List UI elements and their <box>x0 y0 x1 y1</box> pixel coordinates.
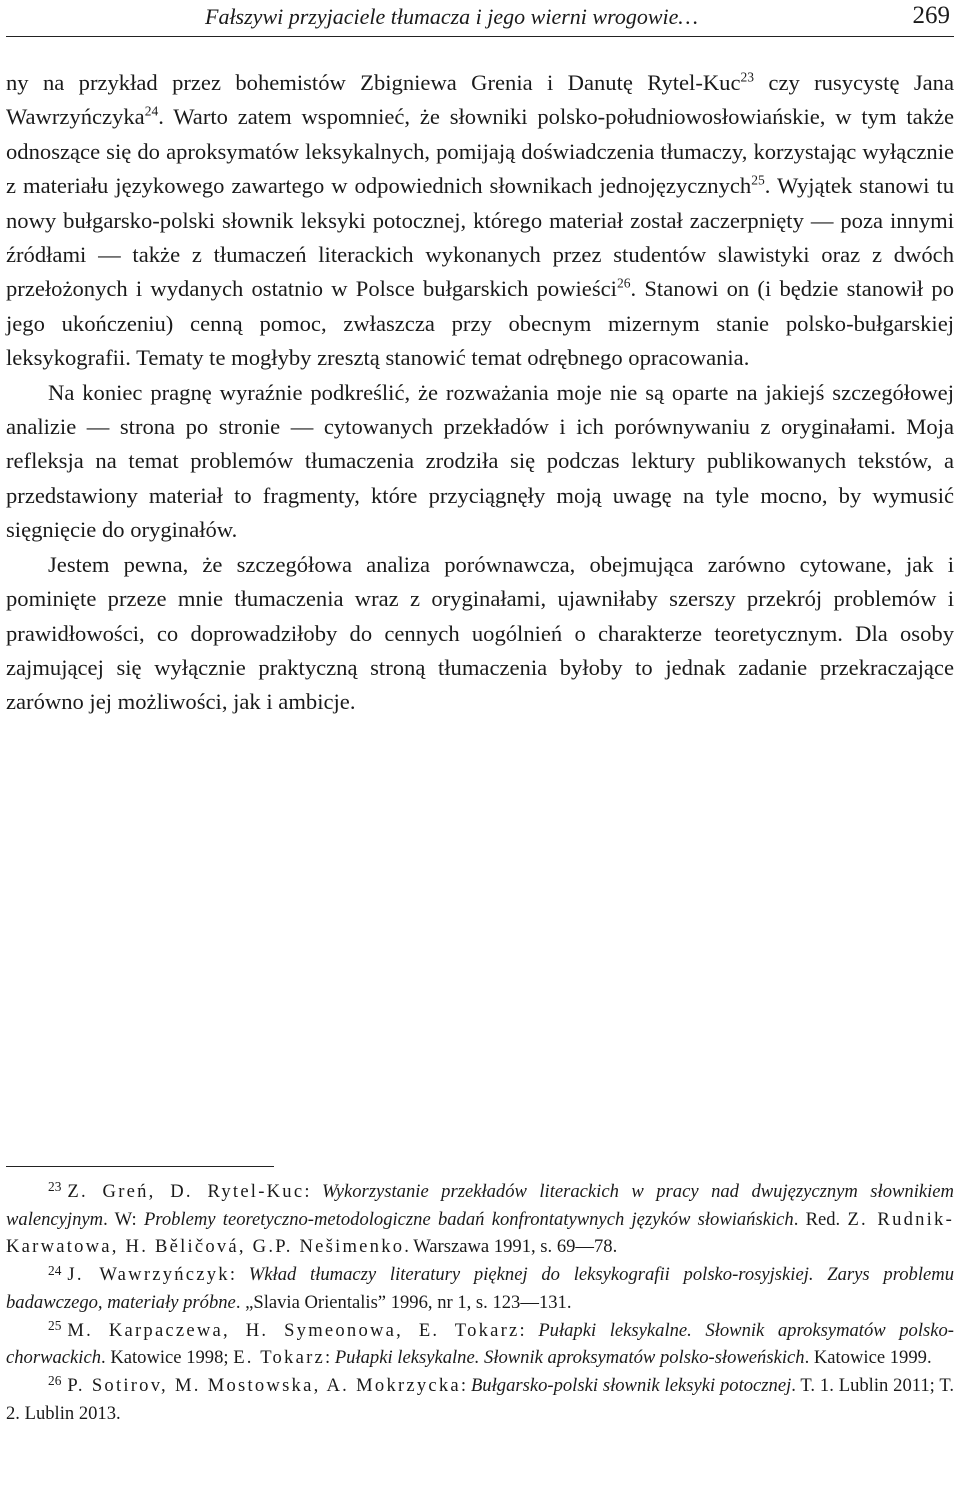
footnote-text: . Red. <box>793 1208 848 1230</box>
footnote-text: : <box>304 1181 322 1202</box>
paragraph: Jestem pewna, że szczegółowa analiza porównawcza, obejmująca zarówno cytowane, jak i pominięte przeze mnie tłumaczenia wraz z oryginałami, ujawniłaby szerszy przekrój problemów i prawidłowości, co doprowadziłoby do cennych uogólnień o charakterze teoretycznym. Dla osoby zajmującej się wyłącznie praktyczną stroną tłumaczenia byłoby to jednak zadanie przekraczające zarówno jej możliwości, jak i ambicje. <box>6 551 954 715</box>
footnote-title: Wykorzystanie przekładów literackich w pracy nad dwujęzycznym słownikiem walencyjnym <box>6 1181 954 1230</box>
footnote <box>6 1178 954 1261</box>
footnote-title: Pułapki leksykalne. Słownik aproksymatów polsko-chorwackich <box>6 1319 954 1369</box>
footnote-text: : <box>519 1319 539 1341</box>
running-header <box>6 0 954 37</box>
footnote-separator <box>6 1166 274 1167</box>
paragraph-text: ny na przykład przez bohemistów Zbigniewa Grenia i Danutę Rytel-Kuc <box>6 70 741 95</box>
footnote-ref: 24 <box>144 104 159 119</box>
main-text <box>6 66 954 720</box>
paragraph-text: czy rusycystę Jana Wawrzyńczyka <box>6 70 954 130</box>
footnote-title: Pułapki leksykalne. Słownik aproksymatów polsko-słoweńskich <box>334 1347 805 1369</box>
footnote-number: 23 <box>48 1179 62 1195</box>
page-number: 269 <box>912 2 950 29</box>
footnote-text: . T. 1. Lublin 2011; T. 2. Lublin 2013. <box>6 1374 954 1424</box>
footnote-text: . W: <box>103 1208 144 1230</box>
footnote <box>6 1261 954 1316</box>
running-title: Fałszywi przyjaciele tłumacza i jego wierni wrogowie… <box>205 4 698 29</box>
footnote-text: . Katowice 1998; <box>101 1347 234 1369</box>
footnote-title: Bułgarsko-polski słownik leksyki potocznej <box>470 1374 792 1396</box>
footnote-text: . Warszawa 1991, s. 69—78. <box>404 1236 618 1258</box>
footnotes <box>6 1178 954 1427</box>
footnote-number: 26 <box>48 1373 62 1389</box>
footnote-authors: M. Karpaczewa, H. Symeonowa, E. Tokarz <box>67 1319 520 1341</box>
footnote-authors: Z. Rudnik-Karwatowa, H. Bělič​ová, G.P. Nešimenko <box>6 1208 955 1258</box>
footnote-text: . Katowice 1999. <box>804 1347 932 1369</box>
footnote-text: : <box>229 1264 249 1286</box>
footnote-ref: 25 <box>751 172 765 188</box>
footnote <box>6 1372 954 1427</box>
footnote-ref: 26 <box>616 276 631 292</box>
footnote <box>6 1317 954 1372</box>
footnote-ref: 23 <box>740 69 755 85</box>
footnote-number: 25 <box>48 1317 62 1333</box>
footnote-title: Wkład tłumaczy literatury pięknej do leksykografii polsko-rosyjskiej. Zarys problemu badawczego, materiały próbne <box>6 1264 955 1313</box>
paragraph-text: . Wyjątek stanowi tu nowy bułgarsko-polski słownik leksyki potocznej, którego materiał został zaczerpnięty — poza innymi źródłami — także z tłumaczeń literackich wykonanych przez studentów slawistyki oraz z dwóch przełożonych i wydanych ostatnio w Polsce bułgarskich powieści <box>6 173 954 302</box>
paragraph-text: . Stanowi on (i będzie stanowił po jego ukończeniu) cenną pomoc, zwłaszcza przy obecnym mizernym stanie polsko-bułgarskiej leksykografii. Tematy te mogłyby zresztą stanowić temat odrębnego opracowania. <box>6 276 955 371</box>
footnote-authors: Z. Greń, D. Rytel-Kuc <box>67 1181 305 1202</box>
footnote-authors: P. Sotirov, M. Mostowska, A. Mokrzycka <box>67 1374 461 1396</box>
paragraph-text: . Warto zatem wspomnieć, że słowniki polsko-południowosłowiańskie, w tym także odnoszące się do aproksymatów leksykalnych, pomijają doświadczenia tłumaczy, korzystając wyłącznie z materiału językowego zawartego w odpowiednich słownikach jednojęzycznych <box>6 104 954 199</box>
footnote-authors: J. Wawrzyńczyk <box>67 1264 230 1286</box>
footnote-text: : <box>460 1374 471 1396</box>
footnote-authors: E. Tokarz <box>233 1347 325 1369</box>
footnote-number: 24 <box>48 1262 62 1278</box>
paragraph <box>6 66 954 376</box>
paragraph: Na koniec pragnę wyraźnie podkreślić, że rozważania moje nie są oparte na jakiejś szczegółowej analizie — strona po stronie — cytowanych przekładów i ich porównywaniu z oryginałami. Moja refleksja na temat problemów tłumaczenia zrodziła się podczas lektury publikowanych tekstów, a przedstawiony materiał to fragmenty, które przyciągnęły moją uwagę na tyle mocno, by wymusić sięgnięcie do oryginałów. <box>6 379 954 543</box>
footnote-text: : <box>324 1347 335 1369</box>
footnote-text: . „Slavia Orientalis” 1996, nr 1, s. 123—131. <box>235 1291 572 1313</box>
footnote-title: Problemy teoretyczno-metodologiczne badań konfrontatywnych języków słowiańskich <box>143 1208 794 1230</box>
